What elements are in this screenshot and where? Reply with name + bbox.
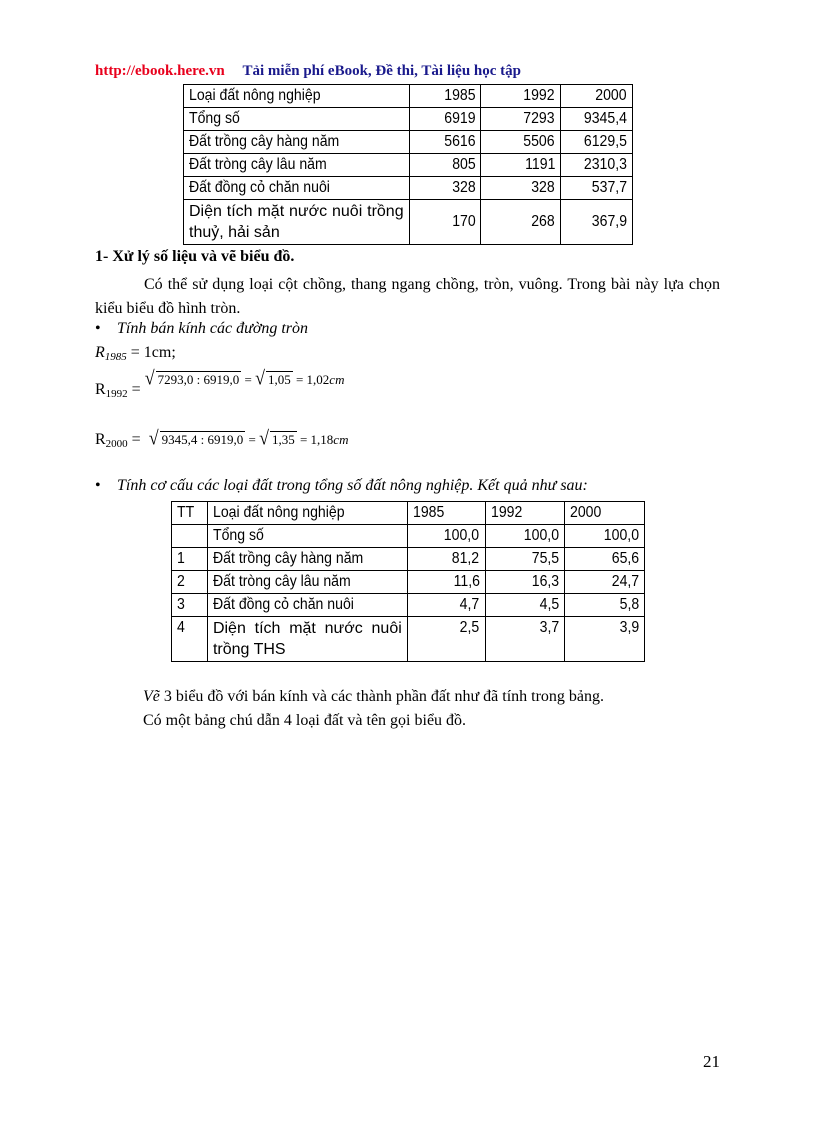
radius-1992-line [95, 366, 345, 400]
table-cell: 11,6 [407, 571, 485, 594]
sqrt-icon: √ [259, 426, 269, 449]
intro-paragraph: Có thể sử dụng loại cột chồng, thang ngang chồng, tròn, vuông. Trong bài này lựa chọn kiểu biểu đồ hình tròn. [95, 276, 720, 317]
land-area-table [183, 84, 633, 245]
table-cell: 24,7 [565, 571, 645, 594]
bullet-structure [95, 477, 588, 495]
table-cell: 268 [481, 200, 561, 245]
bullet-radius [95, 320, 308, 338]
table-cell: Diện tích mặt nước nuôi trồng THS [207, 617, 407, 662]
table-header-cell: 1985 [409, 85, 481, 108]
equals-sign: = [127, 381, 145, 398]
radius-subscript: 1992 [105, 388, 128, 400]
radius-result: = 1,02 [292, 372, 330, 387]
radicand: 9345,4 : 6919,0 [161, 432, 244, 447]
radius-subscript: 2000 [105, 438, 128, 450]
radius-subscript: 1985 [104, 351, 127, 363]
table-cell: Tổng số [184, 108, 410, 131]
sqrt-icon: √ [148, 426, 159, 449]
table-header-cell: TT [172, 502, 208, 525]
bullet-dot-icon: • [95, 477, 101, 494]
table-cell: Đất trồng cây hàng năm [207, 548, 407, 571]
page-number: 21 [703, 1052, 720, 1071]
radius-value: = 1cm; [126, 344, 176, 361]
table-cell: 2 [172, 571, 208, 594]
table-cell: 100,0 [485, 525, 565, 548]
table-cell: 4,7 [407, 594, 485, 617]
table-header-cell: 1992 [485, 502, 565, 525]
note-emphasis: Vẽ [143, 688, 160, 705]
table-cell: 1 [172, 548, 208, 571]
table-cell: Đất tròng cây lâu năm [207, 571, 407, 594]
section-heading: 1- Xử lý số liệu và vẽ biểu đồ. [95, 248, 295, 265]
sqrt-icon: √ [144, 366, 155, 389]
table-cell: 3,9 [565, 617, 645, 662]
table-row [184, 154, 633, 177]
radicand: 7293,0 : 6919,0 [157, 372, 240, 387]
radius-result: = 1,18 [296, 432, 334, 447]
table-cell: 9345,4 [561, 108, 633, 131]
unit: cm [333, 432, 349, 447]
table-header-cell: 1985 [407, 502, 485, 525]
table-cell: 4 [172, 617, 208, 662]
table-header-row [172, 502, 645, 525]
equals-sign: = [241, 372, 256, 387]
table-header-cell: 2000 [561, 85, 633, 108]
table-header-cell: Loại đất nông nghiệp [207, 502, 407, 525]
table-cell: 3 [172, 594, 208, 617]
table-cell: 5506 [481, 131, 561, 154]
table-cell: 367,9 [561, 200, 633, 245]
table-cell: 65,6 [565, 548, 645, 571]
bullet-dot-icon: • [95, 320, 101, 337]
table-row [172, 571, 645, 594]
table-cell: 16,3 [485, 571, 565, 594]
table-cell: 2,5 [407, 617, 485, 662]
radicand: 1,05 [267, 372, 291, 387]
table-row [172, 594, 645, 617]
radius-symbol: R [95, 344, 105, 361]
table-row [184, 200, 633, 245]
radius-symbol: R [95, 381, 106, 398]
unit: cm [329, 372, 345, 387]
table-cell: 170 [409, 200, 481, 245]
table-cell: 100,0 [565, 525, 645, 548]
radius-1985-line [95, 344, 176, 363]
radius-2000-line [95, 426, 349, 450]
table-cell: 2310,3 [561, 154, 633, 177]
table-cell: Diện tích mặt nước nuôi trồng thuỷ, hải sản [184, 200, 410, 245]
bullet-text: Tính cơ cấu các loại đất trong tổng số đất nông nghiệp. Kết quả như sau: [117, 477, 588, 494]
header-url-link[interactable]: http://ebook.here.vn [95, 63, 225, 79]
table-cell: 75,5 [485, 548, 565, 571]
radius-2000-formula [148, 426, 349, 449]
table-row [184, 108, 633, 131]
table-cell: 805 [409, 154, 481, 177]
radicand: 1,35 [271, 432, 295, 447]
equals-sign: = [127, 431, 145, 448]
note-text: 3 biểu đồ với bán kính và các thành phần đất như đã tính trong bảng. [159, 688, 605, 705]
table-cell: 4,5 [485, 594, 565, 617]
header-slogan: Tải miễn phí eBook, Đề thi, Tài liệu học tập [242, 63, 521, 79]
note-line-2: Có một bảng chú dẫn 4 loại đất và tên gọi biểu đồ. [143, 712, 467, 729]
table-cell: Đất đồng cỏ chăn nuôi [184, 177, 410, 200]
table-row [184, 177, 633, 200]
table-cell: 6129,5 [561, 131, 633, 154]
table-cell: 3,7 [485, 617, 565, 662]
table-row [172, 548, 645, 571]
table-row [172, 617, 645, 662]
table-row [172, 525, 645, 548]
table-cell: 81,2 [407, 548, 485, 571]
table-cell: 6919 [409, 108, 481, 131]
table-cell: 537,7 [561, 177, 633, 200]
table-cell: Tổng số [207, 525, 407, 548]
table-cell: Đất đồng cỏ chăn nuôi [207, 594, 407, 617]
table-header-cell: 2000 [565, 502, 645, 525]
table-cell: 7293 [481, 108, 561, 131]
table-cell: 5,8 [565, 594, 645, 617]
table-header-row [184, 85, 633, 108]
table-cell: Đất trồng cây hàng năm [184, 131, 410, 154]
table-cell [172, 525, 208, 548]
radius-1992-formula [144, 366, 345, 389]
sqrt-icon: √ [255, 366, 265, 389]
radius-symbol: R [95, 431, 106, 448]
table-cell: 328 [481, 177, 561, 200]
table-cell: 100,0 [407, 525, 485, 548]
equals-sign: = [245, 432, 260, 447]
table-cell: Đất tròng cây lâu năm [184, 154, 410, 177]
note-line-1 [143, 688, 604, 706]
table-cell: 5616 [409, 131, 481, 154]
table-header-cell: Loại đất nông nghiệp [184, 85, 410, 108]
table-header-cell: 1992 [481, 85, 561, 108]
table-cell: 1191 [481, 154, 561, 177]
table-row [184, 131, 633, 154]
page-header [95, 63, 521, 80]
table-cell: 328 [409, 177, 481, 200]
land-structure-table [171, 501, 645, 662]
bullet-text: Tính bán kính các đường tròn [117, 320, 309, 337]
